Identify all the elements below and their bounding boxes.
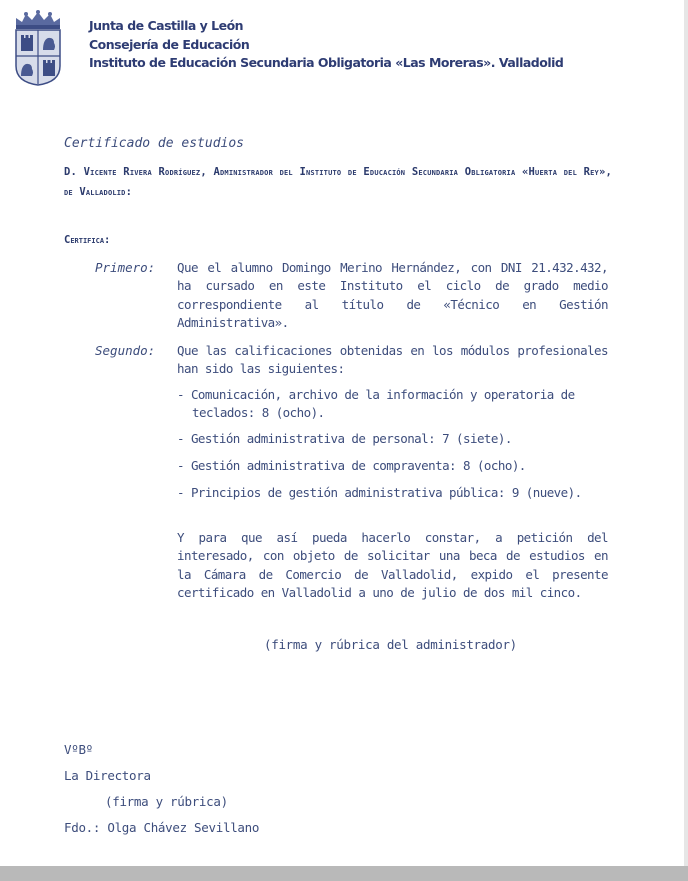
coat-of-arms-icon bbox=[12, 10, 64, 86]
admin-signature: (firma y rúbrica del administrador) bbox=[264, 637, 517, 652]
director-name: Fdo.: Olga Chávez Sevillano bbox=[64, 820, 260, 835]
intro-text: D. Vicente Rivera Rodríguez, Administrador del Instituto de Educación Secundaria Obligatoria «Huerta del Rey», de Valladolid: bbox=[64, 166, 612, 198]
grade-item: - Gestión administrativa de compraventa: 8 (ocho). bbox=[177, 458, 526, 473]
director-signature: (firma y rúbrica) bbox=[105, 794, 228, 809]
grade-item: - Principios de gestión administrativa pública: 9 (nueve). bbox=[177, 485, 582, 500]
letterhead-line-institute: Instituto de Educación Secundaria Obligatoria «Las Moreras». Valladolid bbox=[89, 55, 564, 70]
grade-item: - Comunicación, archivo de la información y operatoria de teclados: 8 (ocho). bbox=[177, 387, 575, 421]
segundo-label: Segundo: bbox=[95, 343, 156, 358]
segundo-paragraph: Que las calificaciones obtenidas en los módulos profesionales han sido las siguientes: bbox=[177, 343, 608, 377]
closing-paragraph: Y para que así pueda hacerlo constar, a petición del interesado, con objeto de solicitar una beca de estudios en la Cámara de Comercio de Valladolid, expido el presente certificado en Valladolid a uno de julio de dos mil cinco. bbox=[177, 530, 608, 600]
letterhead-line-department: Consejería de Educación bbox=[89, 36, 250, 52]
director-role: La Directora bbox=[64, 768, 151, 783]
vobo-label: VºBº bbox=[64, 742, 93, 757]
viewer-bottom-bar bbox=[0, 866, 688, 881]
certifica-label bbox=[64, 234, 110, 246]
document-title: Certificado de estudios bbox=[64, 136, 245, 151]
letterhead-line-government: Junta de Castilla y León bbox=[89, 18, 244, 33]
letterhead-text bbox=[89, 17, 563, 73]
page-edge bbox=[684, 0, 688, 866]
intro-paragraph bbox=[64, 162, 612, 202]
primero-paragraph: Que el alumno Domingo Merino Hernández, con DNI 21.432.432, ha cursado en este Instituto el ciclo de grado medio correspondiente al título de «Técnico en Gestión Administrativa». bbox=[177, 260, 608, 330]
primero-label: Primero: bbox=[95, 260, 156, 275]
letterhead bbox=[12, 10, 612, 88]
grade-item: - Gestión administrativa de personal: 7 (siete). bbox=[177, 431, 512, 446]
certifica-text: Certifica: bbox=[64, 234, 111, 246]
